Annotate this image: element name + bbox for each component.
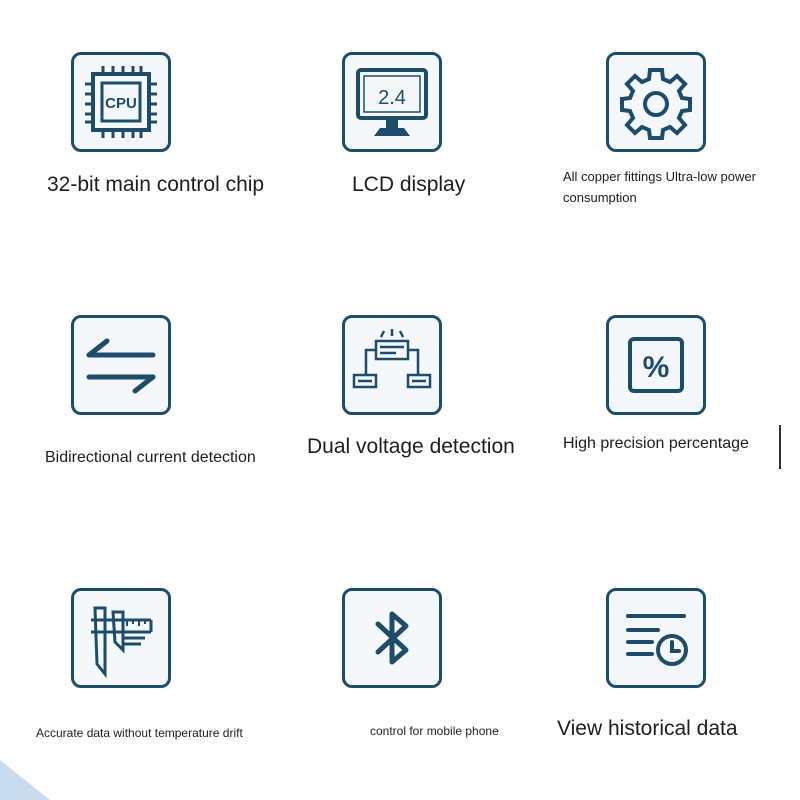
feature-label-arrows: Bidirectional current detection [45, 449, 256, 466]
lcd-monitor-icon [352, 62, 432, 142]
feature-label-lcd: LCD display [352, 173, 466, 196]
voltage-circuit-icon [352, 325, 432, 405]
feature-tile-gear [606, 52, 706, 152]
cpu-chip-icon [81, 62, 161, 142]
feature-label-history: View historical data [557, 717, 738, 740]
cpu-icon-text: CPU [105, 95, 137, 112]
bluetooth-icon [352, 598, 432, 678]
feature-label-voltage: Dual voltage detection [307, 435, 515, 458]
gear-icon [616, 62, 696, 142]
feature-tile-bluetooth [342, 588, 442, 688]
percent-icon-text: % [642, 351, 670, 384]
feature-label-gear: All copper fittings Ultra-low power consumption [563, 169, 756, 205]
corner-decoration [0, 760, 60, 800]
feature-tile-caliper [71, 588, 171, 688]
feature-tile-arrows [71, 315, 171, 415]
feature-label-caliper: Accurate data without temperature drift [36, 726, 243, 740]
feature-label-bluetooth: control for mobile phone [370, 724, 499, 738]
feature-tile-cpu [71, 52, 171, 152]
feature-tile-history [606, 588, 706, 688]
edge-divider [779, 425, 781, 469]
caliper-icon [81, 598, 161, 678]
feature-label-percent: High precision percentage [563, 435, 749, 452]
percent-icon [616, 325, 696, 405]
lcd-icon-text: 2.4 [378, 87, 406, 109]
feature-tile-percent [606, 315, 706, 415]
bidirectional-arrows-icon [81, 325, 161, 405]
feature-label-cpu: 32-bit main control chip [47, 173, 265, 196]
feature-tile-lcd [342, 52, 442, 152]
history-clock-icon [616, 598, 696, 678]
feature-tile-voltage [342, 315, 442, 415]
